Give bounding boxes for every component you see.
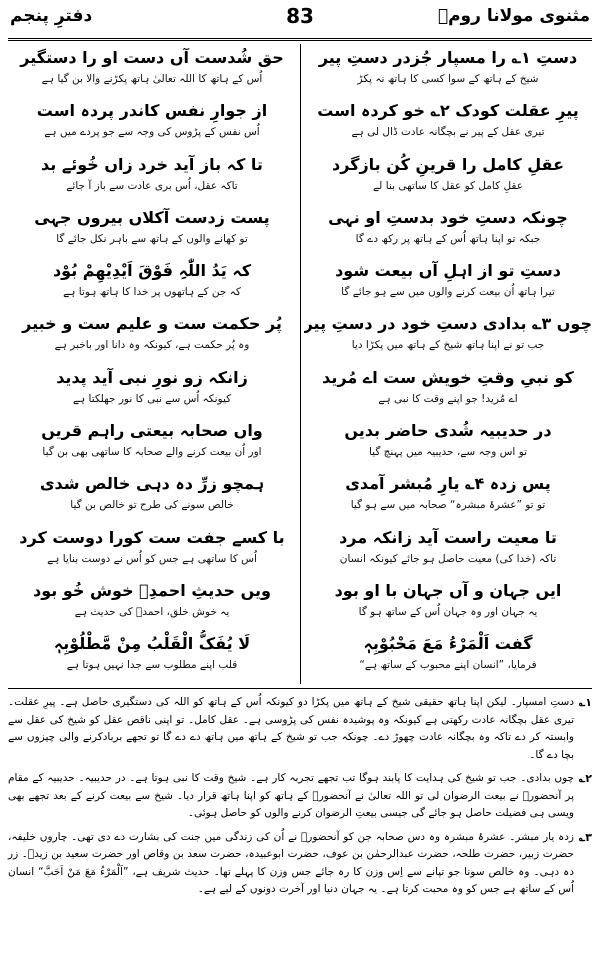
- translation-line: اور اُن بیعت کرنے والے صحابہ کا ساتھی بھی بن گیا: [42, 446, 262, 459]
- verse-line: از جوارِ نفس کاندر پردہ است: [36, 101, 268, 121]
- left-column: [8, 44, 296, 684]
- translation-line: جب تو نے اپنا ہاتھ شیخ کے ہاتھ میں پکڑا دیا: [351, 339, 545, 352]
- translation-line: وہ پُر حکمت ہے، کیونکہ وہ دانا اور باخبر ہے: [54, 339, 250, 352]
- translation-line: خالص سونے کی طرح تو خالص بن گیا: [70, 499, 234, 512]
- couplet: [304, 257, 592, 310]
- couplet: [8, 364, 296, 417]
- couplet: [304, 630, 592, 683]
- verse-line: لَا یُفَکُّ الْقَلْبُ مِنْ مَّطْلُوْبِہٖ: [53, 634, 251, 654]
- page-header: [0, 0, 600, 42]
- footnote: [8, 770, 592, 823]
- verse-line: پیرِ عقلت کودک ۲؎ خو کردہ است: [317, 101, 579, 121]
- verse-line: پست زدست آکلاں بیروں جہی: [34, 207, 270, 227]
- translation-line: فرمایا، ”انسان اپنے محبوب کے ساتھ ہے“: [359, 659, 537, 672]
- couplet: [8, 417, 296, 470]
- verse-line: عقلِ کامل را قرینِ کُن بازگرد: [331, 154, 564, 174]
- footnote-rule: [8, 688, 592, 689]
- translation-line: شیخ کے ہاتھ کے سوا کسی کا ہاتھ نہ پکڑ: [357, 73, 539, 85]
- translation-line: کیونکہ اُس سے نبی کا نور جھلکتا ہے: [72, 392, 232, 405]
- header-rule: [8, 38, 592, 41]
- footnote-text: دستِ امسپار۔ لیکن اپنا ہاتھ حقیقی شیخ کے ہاتھ میں پکڑا دو کیونکہ اُس کے ہاتھ کو اللہ کی دستگیری حاصل ہے۔ پیرِ عقلت۔ تیری عقل بچگانہ عادت رکھتی ہے کیونکہ وہ پوشیدہ نفس کی پڑوسی ہے۔ عقل کامل۔ تو اپنی ناقص عقل کو شیخ کی عقل سے وابستہ کر دے تاکہ وہ بچگانہ عادت چھوڑ دے۔ چونکہ جب تو شیخ کے ہاتھ میں ہاتھ دے دے گا تو تجھے بربادکرنے والی چیزوں سے بچا دے گا۔: [8, 696, 574, 761]
- couplet: [8, 577, 296, 630]
- translation-line: تاکہ (خدا کی) معیت حاصل ہو جائے کیونکہ انسان: [339, 552, 557, 565]
- verse-line: چونکہ دستِ خود بدستِ او نہی: [328, 207, 568, 227]
- couplet: [304, 364, 592, 417]
- translation-line: جبکہ تو اپنا ہاتھ اُس کے ہاتھ پر رکھ دے گا: [355, 232, 541, 245]
- translation-line: اُس نفس کے پڑوس کی وجہ سے جو پردے میں ہے: [44, 126, 260, 139]
- couplet: [8, 97, 296, 150]
- verse-line: زانکہ زو نورِ نبی آید پدید: [56, 367, 248, 387]
- volume-title: دفترِ پنجم: [10, 6, 93, 26]
- verse-line: ویں حدیثِ احمدِؐ خوش خُو بود: [33, 580, 271, 600]
- translation-line: اے مُرید! جو اپنے وقت کا نبی ہے: [378, 392, 518, 405]
- verse-line: دستِ تو از اہلِ آں بیعت شود: [335, 261, 561, 281]
- verse-line: با کسے جفت ست کورا دوست کرد: [19, 527, 285, 547]
- verse-line: چوں ۳؎ بدادی دستِ خود در دستِ پیر: [304, 314, 592, 334]
- column-divider: [300, 44, 301, 684]
- verse-line: کہ یَدُ اللّٰہِ فَوْقَ اَیْدِیْھِمْ بُوْد: [52, 261, 252, 281]
- verse-line: تا معیت راست آید زانکہ مرد: [339, 527, 557, 547]
- page-number: 83: [286, 4, 314, 28]
- footnote-number: ۲؎: [578, 772, 592, 785]
- couplet: [8, 44, 296, 97]
- right-column: [304, 44, 592, 684]
- translation-line: تاکہ عقل، اُس بری عادت سے باز آ جائے: [66, 179, 238, 192]
- couplet: [8, 630, 296, 683]
- verse-line: دستِ ۱؎ را مسپار جُزدر دستِ پیر: [318, 48, 578, 67]
- couplet: [8, 151, 296, 204]
- couplet: [8, 470, 296, 523]
- book-title: مثنوی مولانا رومؒ: [437, 6, 590, 26]
- couplet: [8, 310, 296, 363]
- verse-line: ہمچو زرِّ دہ دہی خالص شدی: [39, 474, 265, 494]
- couplet: [304, 151, 592, 204]
- verse-line: پُر حکمت ست و علیم ست و خبیر: [22, 314, 282, 334]
- verse-line: گفت اَلْمَرْءُ مَعَ مَحْبُوْبِہٖ: [363, 634, 533, 654]
- couplet: [304, 97, 592, 150]
- translation-line: تو اس وجہ سے، حدیبیہ میں پہنچ گیا: [368, 446, 528, 459]
- translation-line: تیری عقل کے پیر نے بچگانہ عادت ڈال لی ہے: [351, 126, 545, 139]
- translation-line: اُس کا ساتھی ہے جس کو اُس نے دوست بنایا ہے: [47, 552, 257, 565]
- translation-line: قلب اپنے مطلوب سے جدا نہیں ہوتا ہے: [66, 659, 238, 672]
- footnote: [8, 829, 592, 899]
- verse-line: تا کہ باز آید خرد زاں خُوئے بد: [41, 154, 263, 174]
- couplet: [8, 257, 296, 310]
- verse-line: پس زدہ ۴؎ یارِ مُبشر آمدی: [345, 474, 551, 494]
- translation-line: اُس کے ہاتھ کا اللہ تعالیٰ ہاتھ پکڑنے والا بن گیا ہے: [41, 73, 263, 85]
- footnote-text: چوں بدادی۔ جب تو شیخ کی ہدایت کا پابند ہوگا تب تجھے تجربہ کار ہے۔ شیخ وقت کا نبی ہوتا ہے۔ در حدیبیہ۔ حدیبیہ کے مقام پر آنحضورؐ نے بیعت الرضوان لی تو اللہ تعالیٰ نے آنحضورؐ کے ہاتھ کو اپنا ہاتھ قرار دیا۔ شیخ سے بیعت کرنے کے بعد تجھے بھی ویسی ہی فضیلت حاصل ہو جائے گی جیسی بیعتِ الرضوان کرنے والوں کو حاصل ہوئی۔: [8, 772, 574, 819]
- footnote-text: زدہ یار مبشر۔ عشرۂ مبشرہ وہ دس صحابہ جن کو آنحضورؐ نے اُن کی زندگی میں جنت کی بشارت دے دی تھی۔ چاروں خلیفہ، حضرت زبیر، حضرت طلحہ، حضرت عبدالرحمٰن بن عوف، حضرت ابوعبیدہ، حضرت سعد بن وقاص اور حضرت سعید بن زیدؓ۔ زر دہ دہی۔ وہ خالص سونا جو تپانے سے اِس وزن کا رہ جائے جس وزن کا پہلے تھا۔ حدیث شریف ہے، ”اَلْمَرْءُ مَعَ مَنْ اَحَبَّ“ انسان اُس کے ساتھ ہے جس کو وہ محبت کرتا ہے۔ یہ جہان دنیا اور آخرت دونوں کے لیے ہے۔: [8, 830, 574, 895]
- couplet: [304, 470, 592, 523]
- couplet: [304, 524, 592, 577]
- verse-line: حق شُدست آں دست او را دستگیر: [20, 48, 284, 67]
- footnote-number: ۳؎: [578, 830, 592, 844]
- couplet: [304, 417, 592, 470]
- verse-line: واں صحابہ بیعتی راہم قریں: [41, 421, 263, 441]
- footnote: [8, 694, 592, 764]
- couplet: [304, 577, 592, 630]
- translation-line: تو کھانے والوں کے ہاتھ سے باہر نکل جائے گا: [56, 232, 248, 245]
- translation-line: کہ جن کے ہاتھوں پر خدا کا ہاتھ ہوتا ہے: [63, 286, 241, 299]
- translation-line: تو تو ”عشرۂ مبشرہ“ صحابہ میں سے ہو گیا: [350, 499, 546, 512]
- verse-line: کو نبیِ وقتِ خویش ست اے مُرید: [322, 367, 574, 387]
- couplet: [8, 524, 296, 577]
- couplet: [304, 310, 592, 363]
- translation-line: یہ خوش خلق، احمدؐ کی حدیث ہے: [74, 605, 230, 618]
- translation-line: یہ جہان اور وہ جہان اُس کے ساتھ ہو گا: [358, 605, 538, 618]
- translation-line: تیرا ہاتھ اُن بیعت کرنے والوں میں سے ہو جائے گا: [341, 286, 555, 299]
- couplet: [304, 204, 592, 257]
- couplet: [8, 204, 296, 257]
- translation-line: عقلِ کامل کو عقل کا ساتھی بنا لے: [373, 179, 523, 192]
- verse-line: ایں جہان و آں جہان با او بود: [334, 580, 562, 600]
- footnotes: [8, 694, 592, 974]
- verse-line: در حدیبیہ شُدی حاضر بدیں: [344, 421, 552, 441]
- footnote-number: ۱؎: [578, 696, 592, 709]
- couplet: [304, 44, 592, 97]
